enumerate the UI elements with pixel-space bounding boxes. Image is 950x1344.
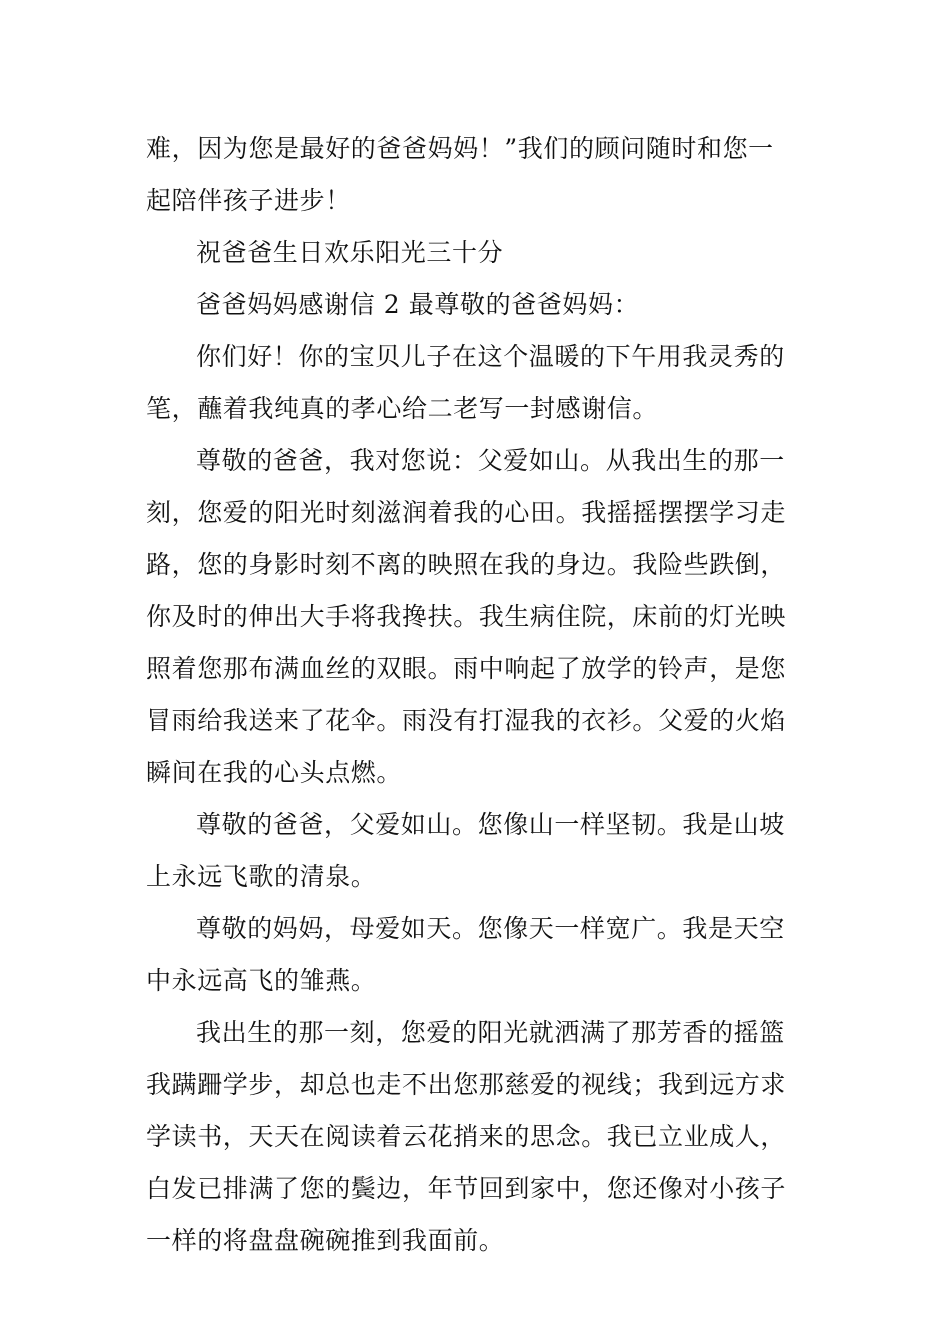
text-line: 你及时的伸出大手将我搀扶。我生病住院，床前的灯光映	[146, 602, 787, 631]
text-line: 一样的将盘盘碗碗推到我面前。	[146, 1226, 505, 1255]
text-line: 冒雨给我送来了花伞。雨没有打湿我的衣衫。父爱的火焰	[146, 706, 787, 735]
text-line: 白发已排满了您的鬓边，年节回到家中，您还像对小孩子	[146, 1174, 787, 1203]
text-line: 瞬间在我的心头点燃。	[146, 758, 403, 787]
text-line: 尊敬的爸爸，我对您说：父爱如山。从我出生的那一	[196, 446, 785, 475]
document-body	[146, 123, 808, 1267]
text-line: 难，因为您是最好的爸爸妈妈！”我们的顾问随时和您一	[146, 134, 774, 163]
text-line: 你们好！你的宝贝儿子在这个温暖的下午用我灵秀的	[196, 342, 785, 371]
text-line: 爸爸妈妈感谢信 2 最尊敬的爸爸妈妈：	[196, 290, 640, 319]
text-line: 祝爸爸生日欢乐阳光三十分	[196, 238, 504, 267]
text-line: 路，您的身影时刻不离的映照在我的身边。我险些跌倒，	[146, 550, 787, 579]
text-line: 中永远高飞的雏燕。	[146, 966, 377, 995]
text-line: 尊敬的爸爸，父爱如山。您像山一样坚韧。我是山坡	[196, 810, 785, 839]
text-line: 照着您那布满血丝的双眼。雨中响起了放学的铃声，是您	[146, 654, 787, 683]
text-line: 学读书，天天在阅读着云花捎来的思念。我已立业成人，	[146, 1122, 787, 1151]
text-line: 我出生的那一刻，您爱的阳光就洒满了那芳香的摇篮	[196, 1018, 785, 1047]
text-line: 尊敬的妈妈，母爱如天。您像天一样宽广。我是天空	[196, 914, 785, 943]
text-line: 我蹒跚学步，却总也走不出您那慈爱的视线；我到远方求	[146, 1070, 787, 1099]
text-line: 刻，您爱的阳光时刻滋润着我的心田。我摇摇摆摆学习走	[146, 498, 787, 527]
text-line: 笔，蘸着我纯真的孝心给二老写一封感谢信。	[146, 394, 659, 423]
text-line: 起陪伴孩子进步！	[146, 186, 351, 215]
text-line: 上永远飞歌的清泉。	[146, 862, 377, 891]
